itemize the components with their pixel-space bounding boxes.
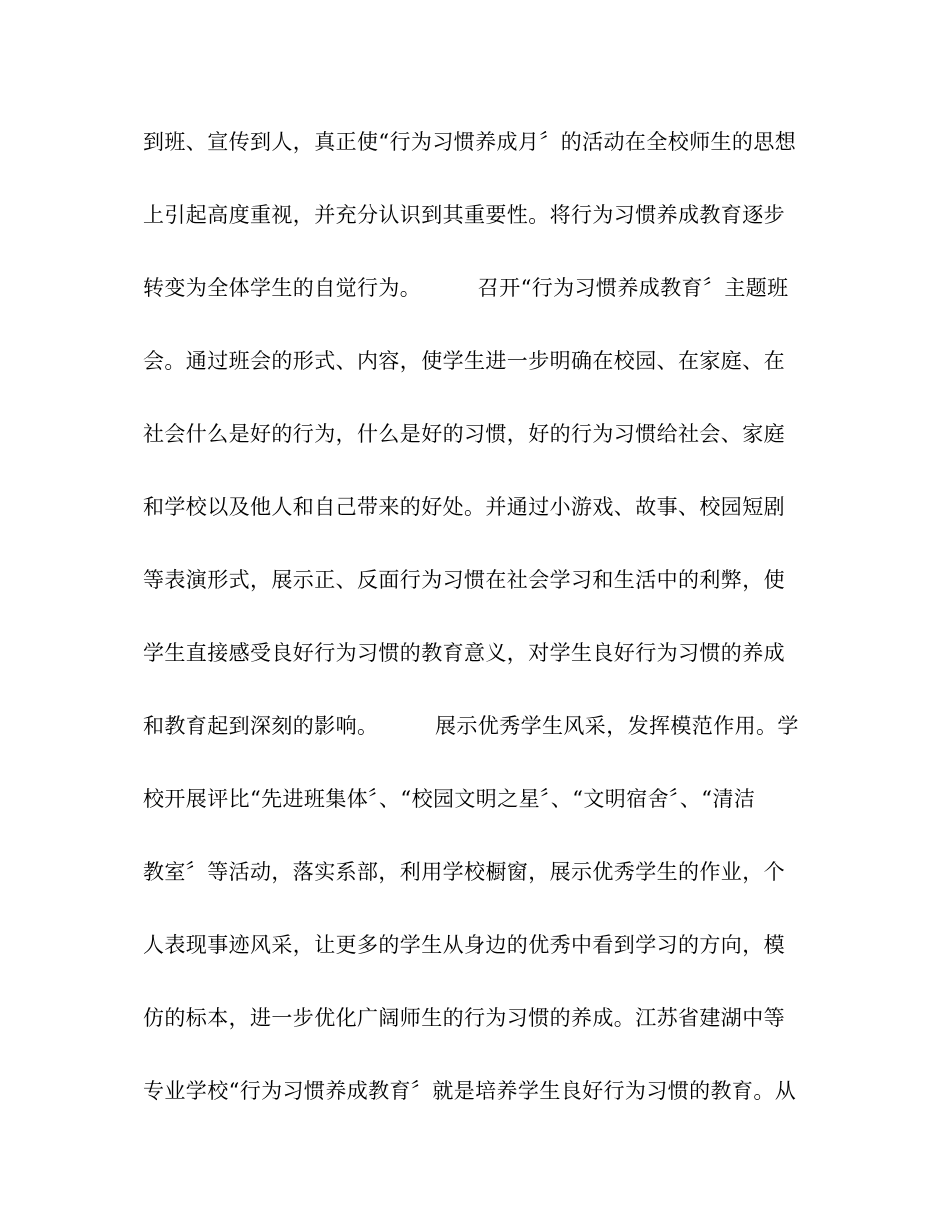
- text-line: 和学校以及他人和自己带来的好处。并通过小游戏、故事、校园短剧: [143, 495, 785, 519]
- text-line: 人表现事迹风采，让更多的学生从身边的优秀中看到学习的方向，模: [143, 933, 785, 957]
- text-line: 校开展评比“先进班集体〞、“校园文明之星〞、“文明宿舍〞、“清洁: [143, 787, 756, 811]
- text-line: 学生直接感受良好行为习惯的教育意义，对学生良好行为习惯的养成: [143, 641, 785, 665]
- text-line: 上引起高度重视，并充分认识到其重要性。将行为习惯养成教育逐步: [143, 203, 785, 227]
- text-line: 转变为全体学生的自觉行为。 召开“行为习惯养成教育〞主题班: [143, 276, 789, 300]
- text-line: 会。通过班会的形式、内容，使学生进一步明确在校园、在家庭、在: [143, 349, 785, 373]
- text-line: 到班、宣传到人，真正使“行为习惯养成月〞的活动在全校师生的思想: [143, 130, 797, 154]
- text-line: 社会什么是好的行为，什么是好的习惯，好的行为习惯给社会、家庭: [143, 422, 785, 446]
- text-line: 仿的标本，进一步优化广阔师生的行为习惯的养成。江苏省建湖中等: [143, 1006, 785, 1030]
- text-line: 教室〞等活动，落实系部，利用学校橱窗，展示优秀学生的作业，个: [143, 860, 785, 884]
- text-line: 和教育起到深刻的影响。 展示优秀学生风采，发挥模范作用。学: [143, 714, 799, 738]
- body-text: [143, 122, 823, 1144]
- text-line: 专业学校“行为习惯养成教育〞就是培养学生良好行为习惯的教育。从: [143, 1079, 797, 1103]
- text-line: 等表演形式，展示正、反面行为习惯在社会学习和生活中的利弊，使: [143, 568, 785, 592]
